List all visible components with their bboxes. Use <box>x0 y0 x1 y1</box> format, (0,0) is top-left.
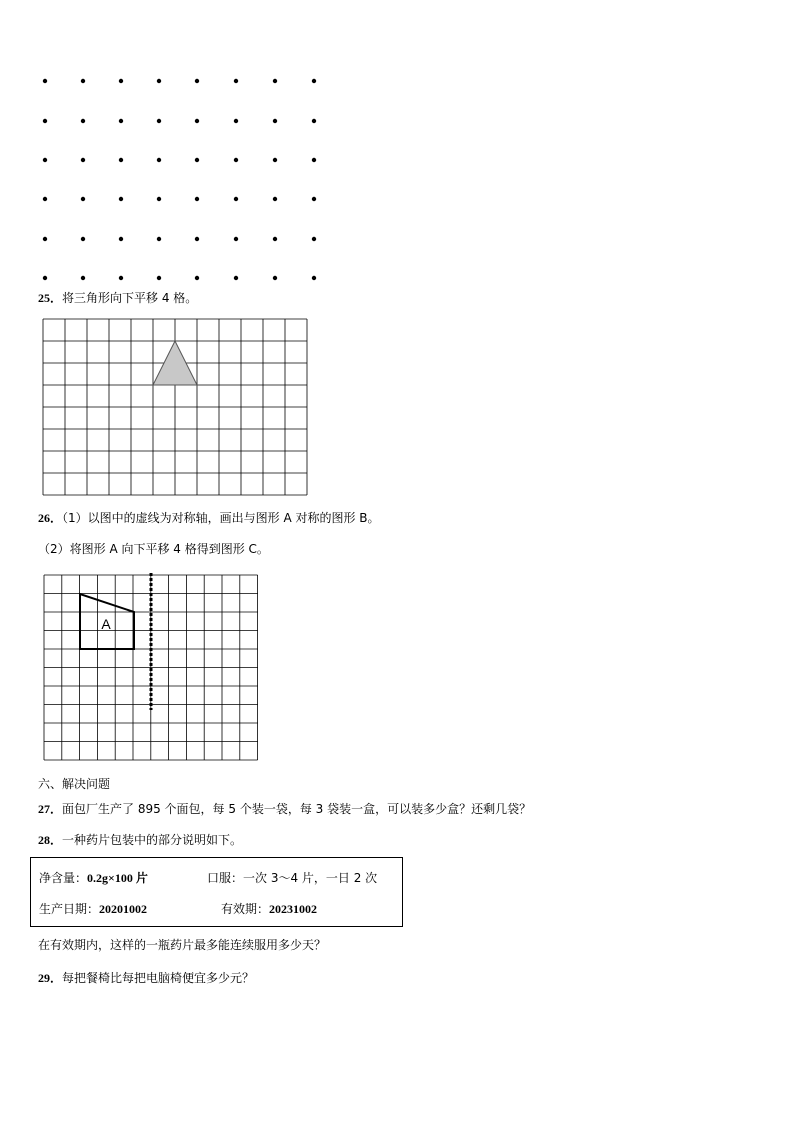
question-25-text: 将三角形向下平移 4 格。 <box>62 291 198 305</box>
net-content <box>39 870 148 886</box>
shape-a-label: A <box>101 616 111 632</box>
net-content-value: 0.2g×100 片 <box>87 871 148 885</box>
production-date-label: 生产日期： <box>39 902 100 916</box>
question-26-number: 26． <box>38 511 63 525</box>
question-28-number: 28． <box>38 833 63 847</box>
question-29 <box>38 970 254 986</box>
question-26-part1-text: （1）以图中的虚线为对称轴，画出与图形 A 对称的图形 B。 <box>62 511 380 525</box>
question-28-ask: 在有效期内，这样的一瓶药片最多能连续服用多少天？ <box>38 938 327 952</box>
question-28-text: 一种药片包装中的部分说明如下。 <box>62 833 243 847</box>
expiry-date <box>221 901 317 917</box>
dosage-label: 口服： <box>207 871 244 885</box>
dosage-value: 一次 3～4 片，一日 2 次 <box>243 871 378 885</box>
question-29-number: 29． <box>38 971 63 985</box>
question-29-text: 每把餐椅比每把电脑椅便宜多少元？ <box>62 971 255 985</box>
question-27-text: 面包厂生产了 895 个面包，每 5 个装一袋，每 3 袋装一盒，可以装多少盒？还剩几袋？ <box>62 802 532 816</box>
production-date-value: 20201002 <box>99 902 148 916</box>
dosage <box>207 870 377 886</box>
question-27 <box>38 801 531 817</box>
net-content-label: 净含量： <box>39 871 88 885</box>
question-28 <box>38 832 242 848</box>
medicine-info-box <box>30 857 403 927</box>
question-27-number: 27． <box>38 802 63 816</box>
question-26-part1 <box>38 510 380 526</box>
expiry-date-value: 20231002 <box>269 902 318 916</box>
question-26-part2: （2）将图形 A 向下平移 4 格得到图形 C。 <box>38 542 269 556</box>
section-6-title: 六、解决问题 <box>38 777 111 791</box>
production-date <box>39 901 147 917</box>
expiry-date-label: 有效期： <box>221 902 270 916</box>
question-25-number: 25． <box>38 291 63 305</box>
